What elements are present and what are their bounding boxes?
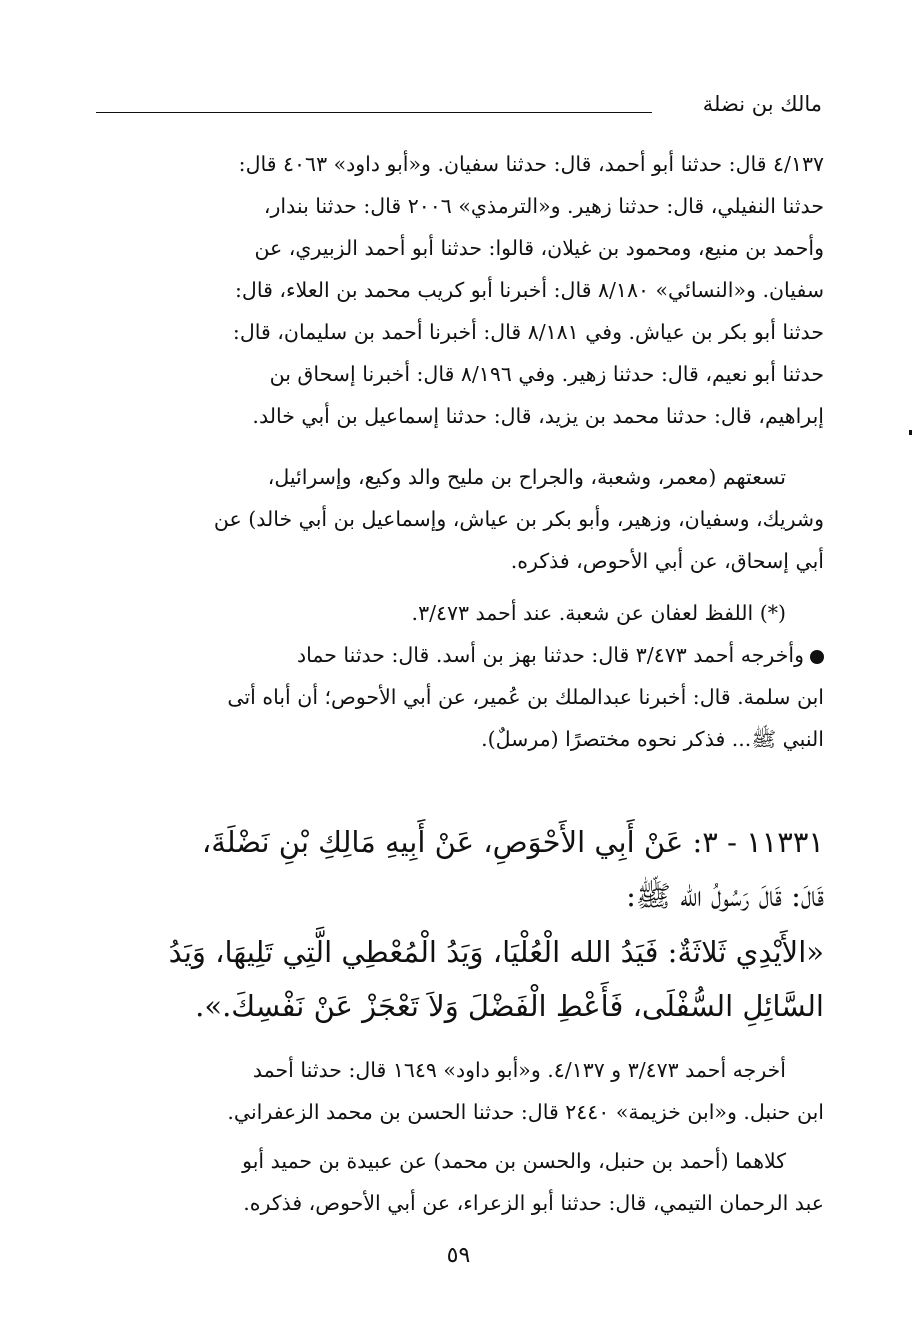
footnote-paragraph xyxy=(132,592,824,634)
takhrij-line: ابن حنبل. و«ابن خزيمة» ٢٤٤٠ قال: حدثنا الحسن بن محمد الزعفراني. xyxy=(227,1100,824,1124)
sources-line: حدثنا أبو بكر بن عياش. وفي ٨/١٨١ قال: أخبرنا أحمد بن سليمان، قال: xyxy=(232,320,824,344)
hadith-intro xyxy=(128,815,824,923)
hadith-intro-line: ١١٣٣١ - ٣: عَنْ أَبِي الأَحْوَصِ، عَنْ أَبِيهِ مَالِكِ بْنِ نَضْلَةَ، xyxy=(201,825,824,859)
hadith-intro-line: قَالَ: قَالَ رَسُولُ الله ﷺ: xyxy=(626,879,824,913)
narrators-line: أبي إسحاق، عن أبي الأحوص، فذكره. xyxy=(510,549,824,573)
takhrij-paragraph xyxy=(132,1049,824,1133)
sources-paragraph xyxy=(132,143,824,437)
narrators-line: تسعتهم (معمر، وشعبة، والجراح بن مليح والد وكيع، وإسرائيل، xyxy=(267,465,786,489)
page-number: ٥٩ xyxy=(446,1243,471,1268)
sources-line: إبراهيم، قال: حدثنا محمد بن يزيد، قال: حدثنا إسماعيل بن أبي خالد. xyxy=(252,404,824,428)
hadith-text xyxy=(128,925,824,1033)
running-header-title: مالك بن نضلة xyxy=(702,92,822,116)
sources-line: حدثنا النفيلي، قال: حدثنا زهير. و«الترمذي» ٢٠٠٦ قال: حدثنا بندار، xyxy=(263,194,824,218)
margin-mark xyxy=(909,430,912,435)
conclusion-line: عبد الرحمان التيمي، قال: حدثنا أبو الزعراء، عن أبي الأحوص، فذكره. xyxy=(243,1191,824,1215)
footnote-text: (*) اللفظ لعفان عن شعبة. عند أحمد ٣/٤٧٣. xyxy=(411,601,786,625)
hadith-text-line: السَّائِلِ السُّفْلَى، فَأَعْطِ الْفَضْلَ وَلاَ تَعْجَزْ عَنْ نَفْسِكَ.». xyxy=(195,989,824,1023)
addendum-paragraph xyxy=(132,634,824,760)
header-rule xyxy=(96,112,652,113)
bullet-icon xyxy=(810,650,824,664)
narrators-line: وشريك، وسفيان، وزهير، وأبو بكر بن عياش، وإسماعيل بن أبي خالد) عن xyxy=(213,507,824,531)
conclusion-paragraph xyxy=(132,1140,824,1224)
addendum-line: النبي ﷺ... فذكر نحوه مختصرًا (مرسلٌ). xyxy=(481,727,824,751)
conclusion-line: كلاهما (أحمد بن حنبل، والحسن بن محمد) عن عبيدة بن حميد أبو xyxy=(242,1149,786,1173)
sources-line: وأحمد بن منيع، ومحمود بن غيلان، قالوا: حدثنا أبو أحمد الزبيري، عن xyxy=(254,236,824,260)
sources-line: سفيان. و«النسائي» ٨/١٨٠ قال: أخبرنا أبو كريب محمد بن العلاء، قال: xyxy=(235,278,824,302)
addendum-line: ابن سلمة. قال: أخبرنا عبدالملك بن عُمير، عن أبي الأحوص؛ أن أباه أتى xyxy=(227,685,824,709)
addendum-line: وأخرجه أحمد ٣/٤٧٣ قال: حدثنا بهز بن أسد. قال: حدثنا حماد xyxy=(296,643,804,667)
narrators-paragraph xyxy=(132,456,824,582)
sources-line: حدثنا أبو نعيم، قال: حدثنا زهير. وفي ٨/١٩٦ قال: أخبرنا إسحاق بن xyxy=(269,362,824,386)
takhrij-line: أخرجه أحمد ٣/٤٧٣ و ٤/١٣٧. و«أبو داود» ١٦٤٩ قال: حدثنا أحمد xyxy=(252,1058,786,1082)
hadith-text-line: «الأَيْدِي ثَلاثَةٌ: فَيَدُ الله الْعُلْيَا، وَيَدُ الْمُعْطِي الَّتِي تَلِيهَا، وَيَدُ xyxy=(168,935,824,969)
sources-line: ٤/١٣٧ قال: حدثنا أبو أحمد، قال: حدثنا سفيان. و«أبو داود» ٤٠٦٣ قال: xyxy=(238,152,824,176)
